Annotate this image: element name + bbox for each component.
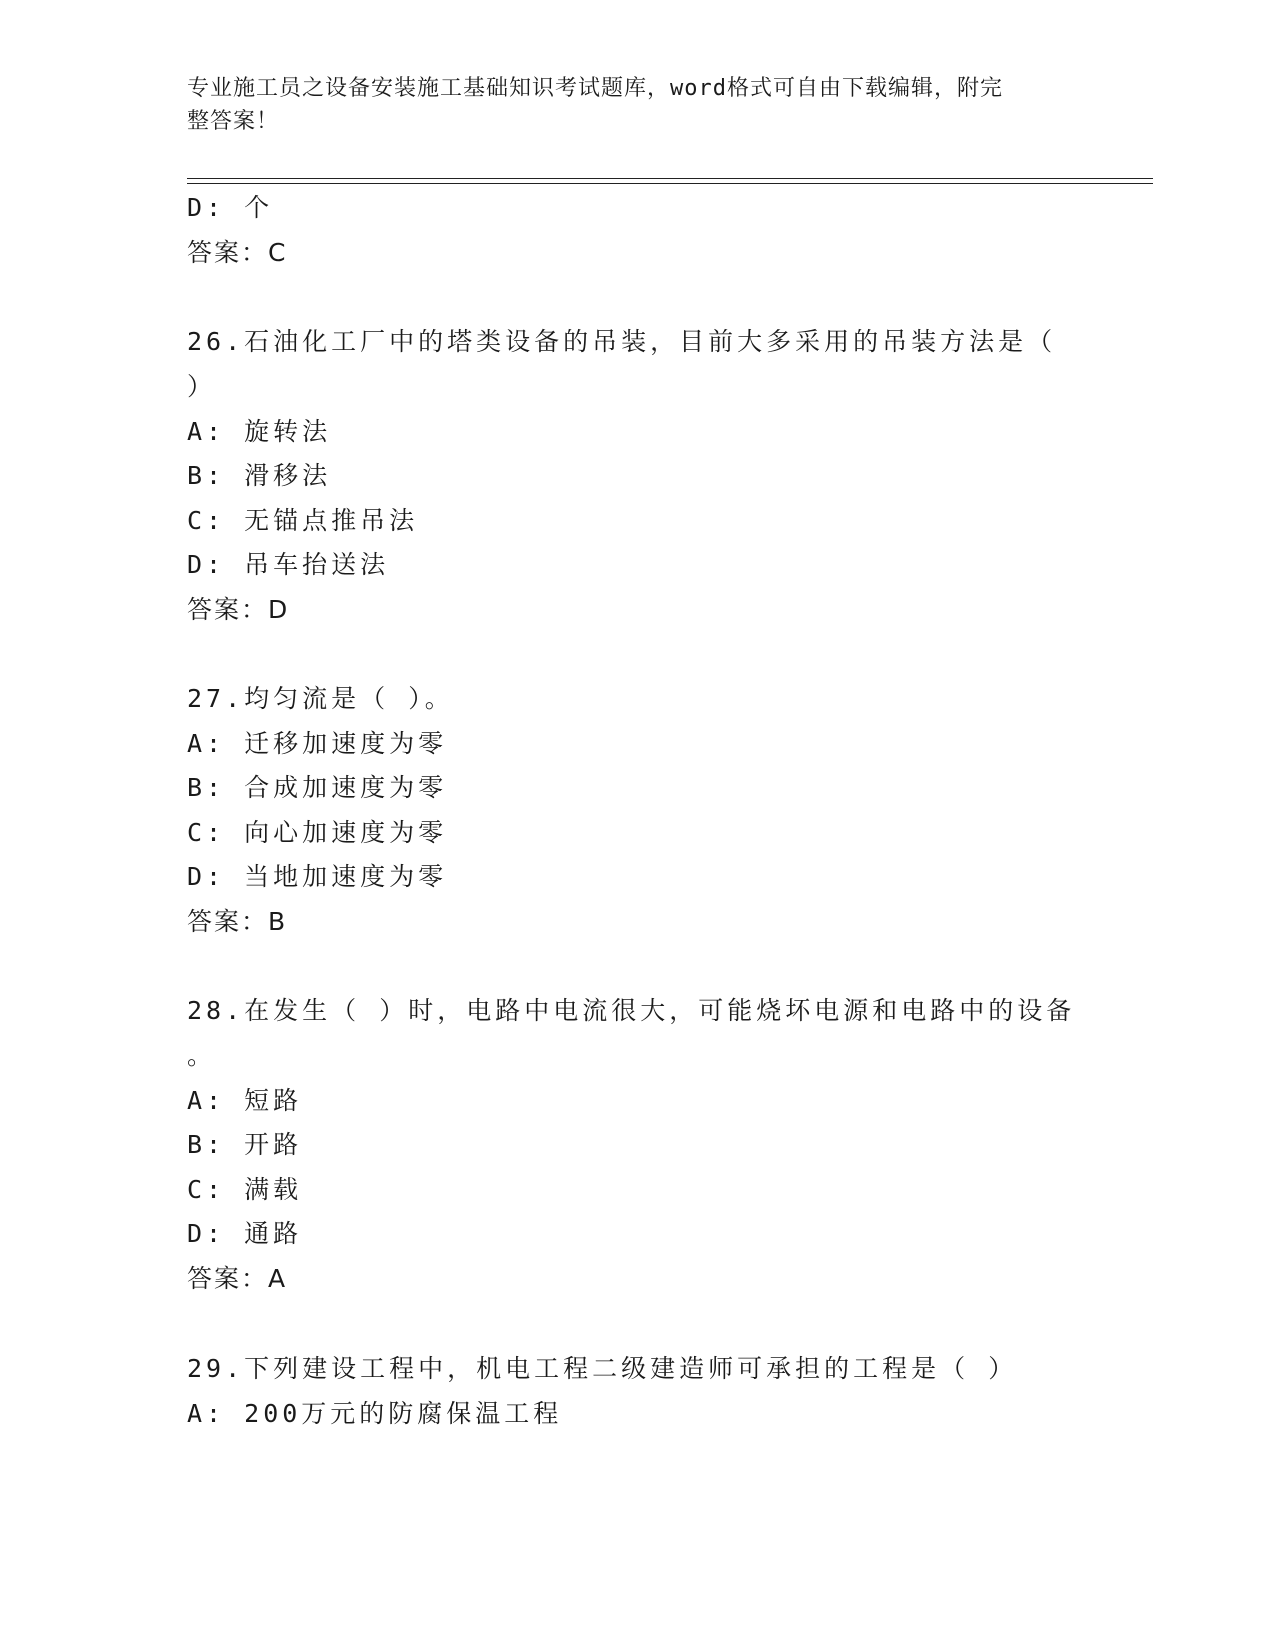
answer-line: 答案：D: [187, 595, 290, 624]
option-b: B: 开路: [187, 1130, 303, 1159]
question-text: 27.均匀流是（ ）。: [187, 684, 454, 713]
header-rule-bottom: [187, 183, 1153, 184]
header-rule-top: [187, 178, 1153, 179]
question-text: 28.在发生（ ）时，电路中电流很大，可能烧坏电源和电路中的设备: [187, 996, 1076, 1025]
header-line-2: 整答案！: [187, 109, 280, 134]
header-line-1: 专业施工员之设备安装施工基础知识考试题库，word格式可自由下载编辑，附完: [187, 76, 1003, 101]
option-b: B: 滑移法: [187, 461, 332, 490]
question-text-continued: ）: [187, 372, 217, 401]
question-text: 29.下列建设工程中，机电工程二级建造师可承担的工程是（ ）: [187, 1354, 1018, 1383]
answer-line: 答案：B: [187, 907, 288, 936]
option-a: A: 迁移加速度为零: [187, 729, 448, 758]
option-a: A: 短路: [187, 1086, 303, 1115]
option-a: A: 200万元的防腐保温工程: [187, 1399, 563, 1428]
question-text-continued: 。: [187, 1041, 217, 1070]
answer-line: 答案：A: [187, 1264, 288, 1293]
document-header: [187, 72, 1067, 138]
question-text: 26.石油化工厂中的塔类设备的吊装，目前大多采用的吊装方法是（: [187, 327, 1057, 356]
option-a: A: 旋转法: [187, 417, 332, 446]
option-b: B: 合成加速度为零: [187, 773, 448, 802]
option-c: C: 无锚点推吊法: [187, 506, 419, 535]
option-d: D: 当地加速度为零: [187, 862, 448, 891]
option-c: C: 向心加速度为零: [187, 818, 448, 847]
option-c: C: 满载: [187, 1175, 303, 1204]
option-d: D: 通路: [187, 1219, 303, 1248]
option-d: D: 个: [187, 193, 274, 222]
answer-line: 答案：C: [187, 238, 288, 267]
option-d: D: 吊车抬送法: [187, 550, 390, 579]
